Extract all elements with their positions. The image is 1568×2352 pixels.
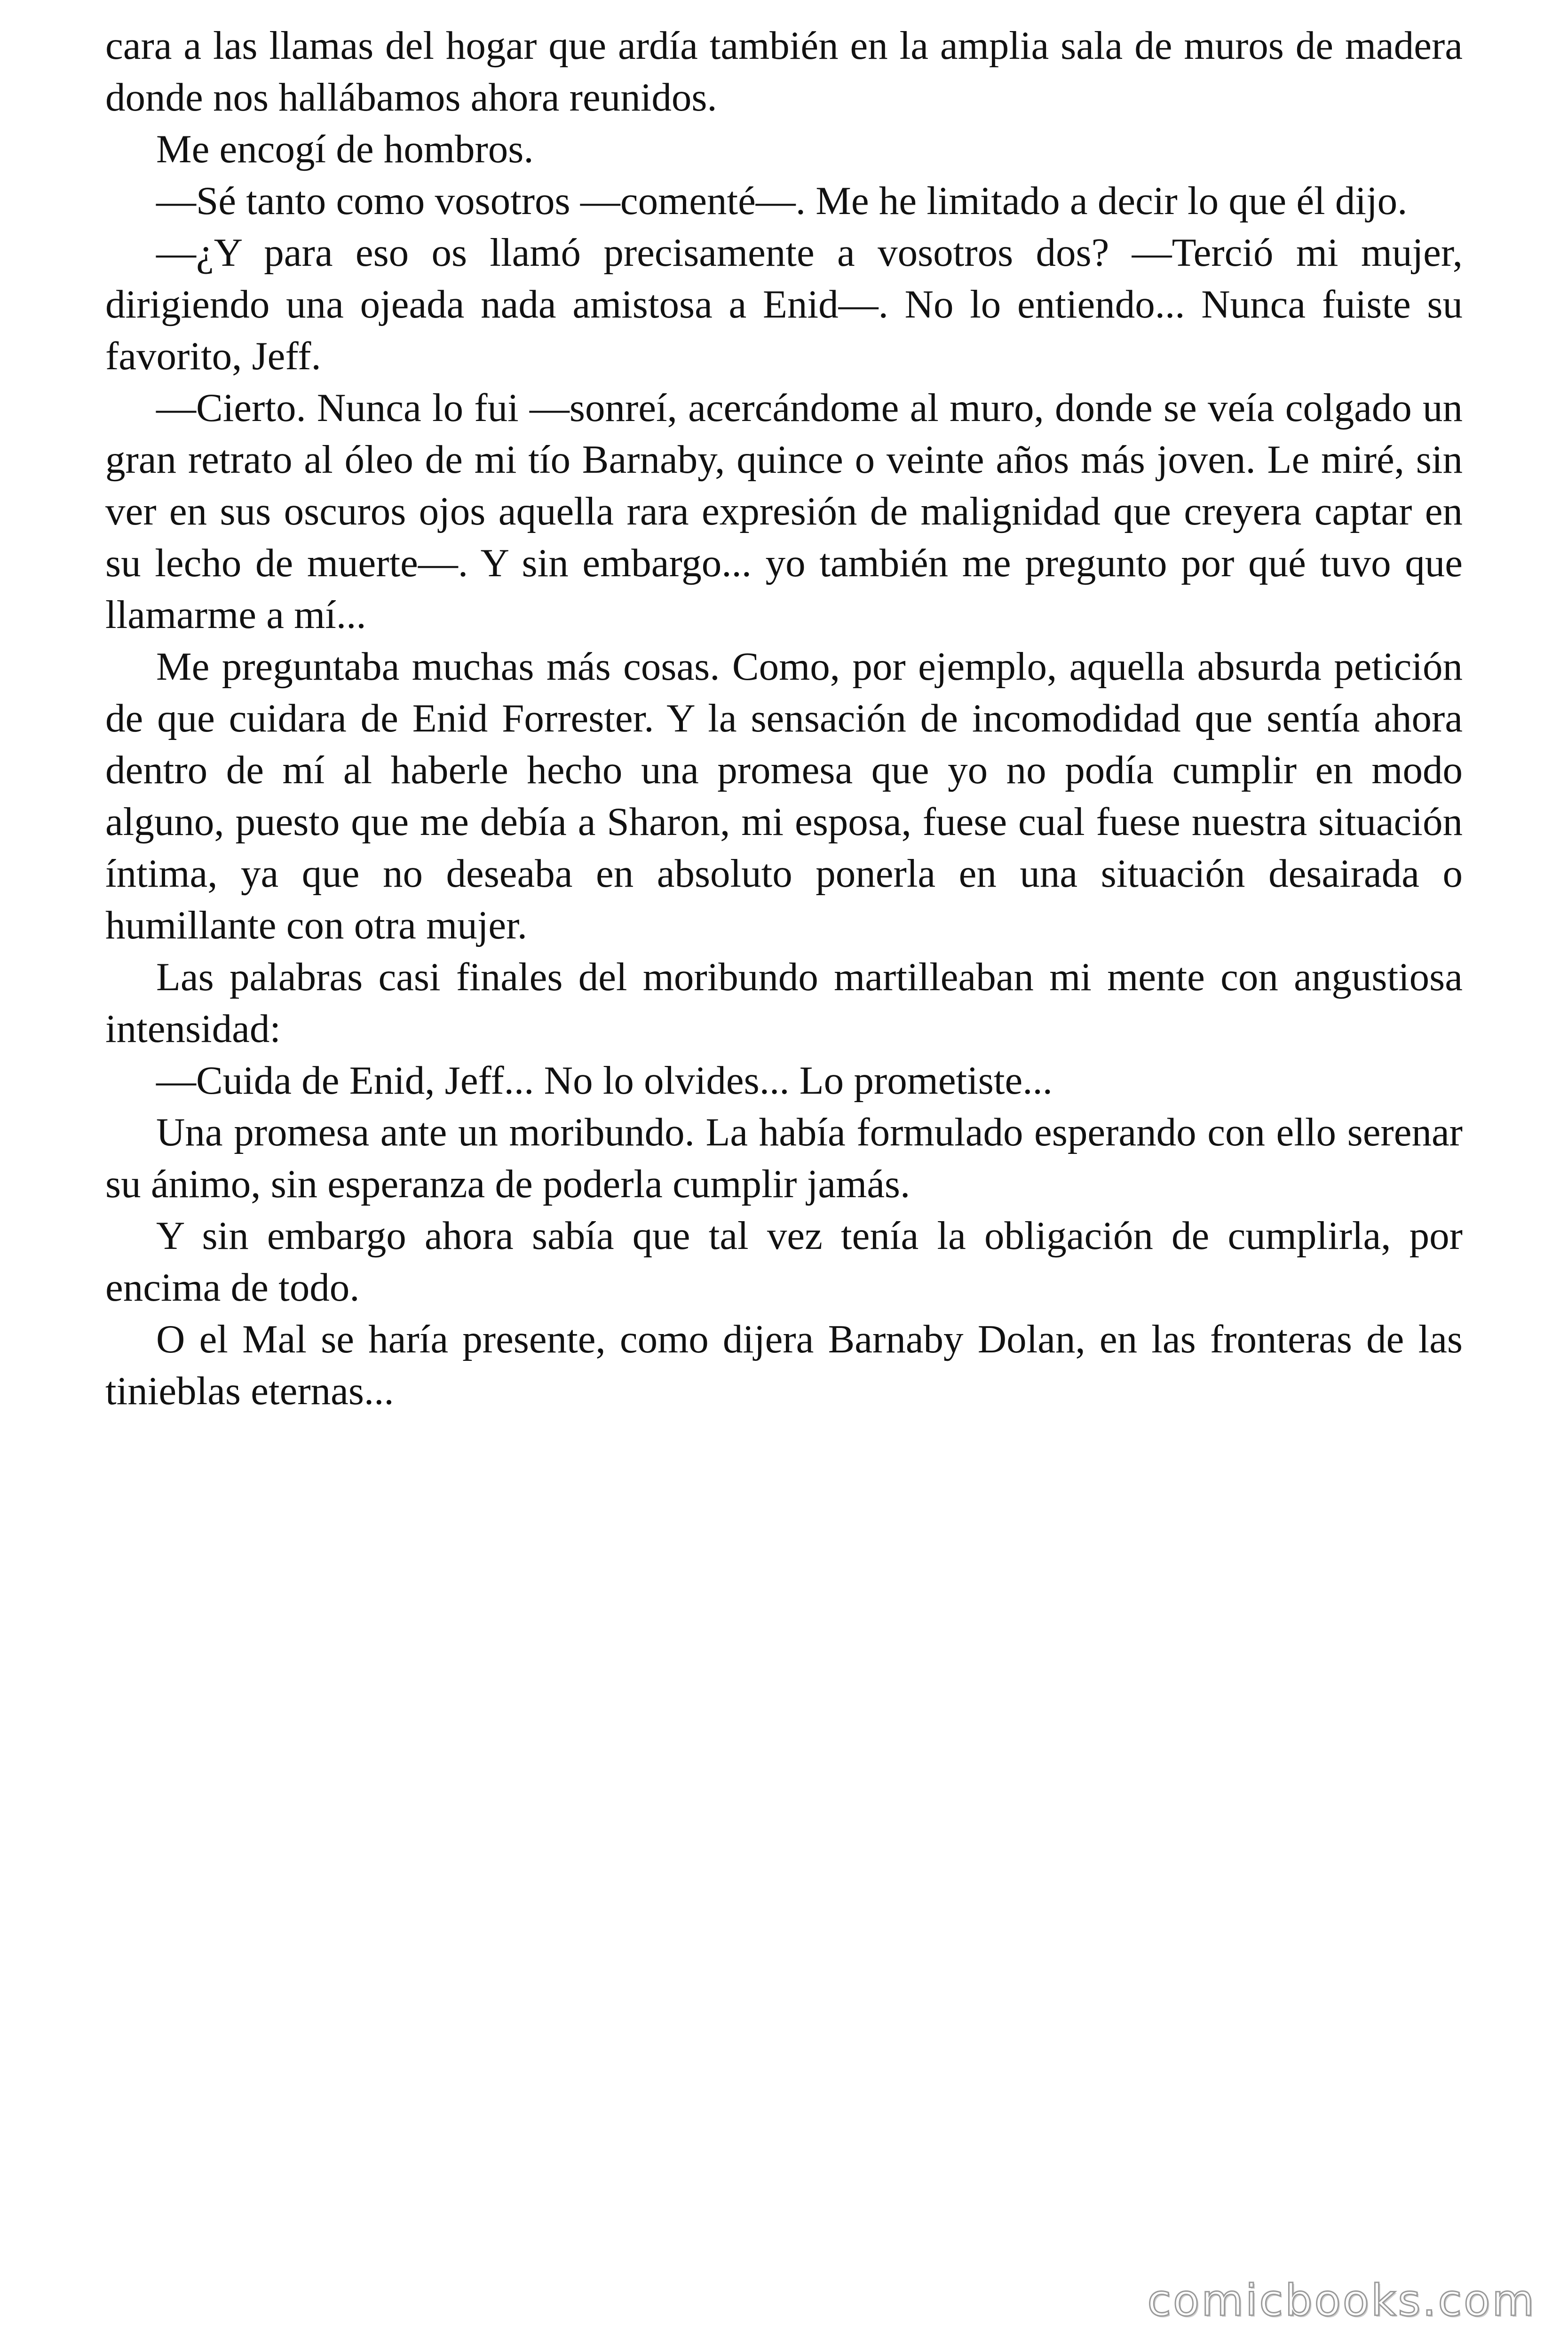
paragraph: Las palabras casi finales del moribundo martilleaban mi mente con angustiosa intensidad: [105, 955, 1463, 1051]
book-page-text [105, 20, 1463, 1417]
paragraph-dialogue: —Cierto. Nunca lo fui —sonreí, acercándome al muro, donde se veía colgado un gran retrato al óleo de mi tío Barnaby, quince o veinte años más joven. Le miré, sin ver en sus oscuros ojos aquella rara expresión de malignidad que creyera captar en su lecho de muerte—. Y sin embargo... yo también me pregunto por qué tuvo que llamarme a mí... [105, 386, 1463, 637]
paragraph: Me preguntaba muchas más cosas. Como, por ejemplo, aquella absurda petición de que cuidara de Enid Forrester. Y la sensación de incomodidad que sentía ahora dentro de mí al haberle hecho una promesa que yo no podía cumplir en modo alguno, puesto que me debía a Sharon, mi esposa, fuese cual fuese nuestra situación íntima, ya que no deseaba en absoluto ponerla en una situación desairada o humillante con otra mujer. [105, 644, 1463, 947]
paragraph-final: O el Mal se haría presente, como dijera Barnaby Dolan, en las fronteras de las tinieblas eternas... [105, 1317, 1463, 1413]
watermark-logo: comicbooks.com [1147, 2275, 1536, 2326]
paragraph: Y sin embargo ahora sabía que tal vez tenía la obligación de cumplirla, por encima de todo. [105, 1214, 1463, 1310]
paragraph-continuation: cara a las llamas del hogar que ardía también en la amplia sala de muros de madera donde nos hallábamos ahora reunidos. [105, 24, 1463, 119]
paragraph-dialogue: —¿Y para eso os llamó precisamente a vosotros dos? —Terció mi mujer, dirigiendo una ojeada nada amistosa a Enid—. No lo entiendo... Nunca fuiste su favorito, Jeff. [105, 230, 1463, 378]
paragraph-dialogue: —Cuida de Enid, Jeff... No lo olvides... Lo prometiste... [156, 1058, 1053, 1103]
paragraph: Una promesa ante un moribundo. La había formulado esperando con ello serenar su ánimo, sin esperanza de poderla cumplir jamás. [105, 1110, 1463, 1206]
paragraph: Me encogí de hombros. [156, 127, 534, 171]
paragraph-dialogue: —Sé tanto como vosotros —comenté—. Me he limitado a decir lo que él dijo. [156, 179, 1408, 223]
